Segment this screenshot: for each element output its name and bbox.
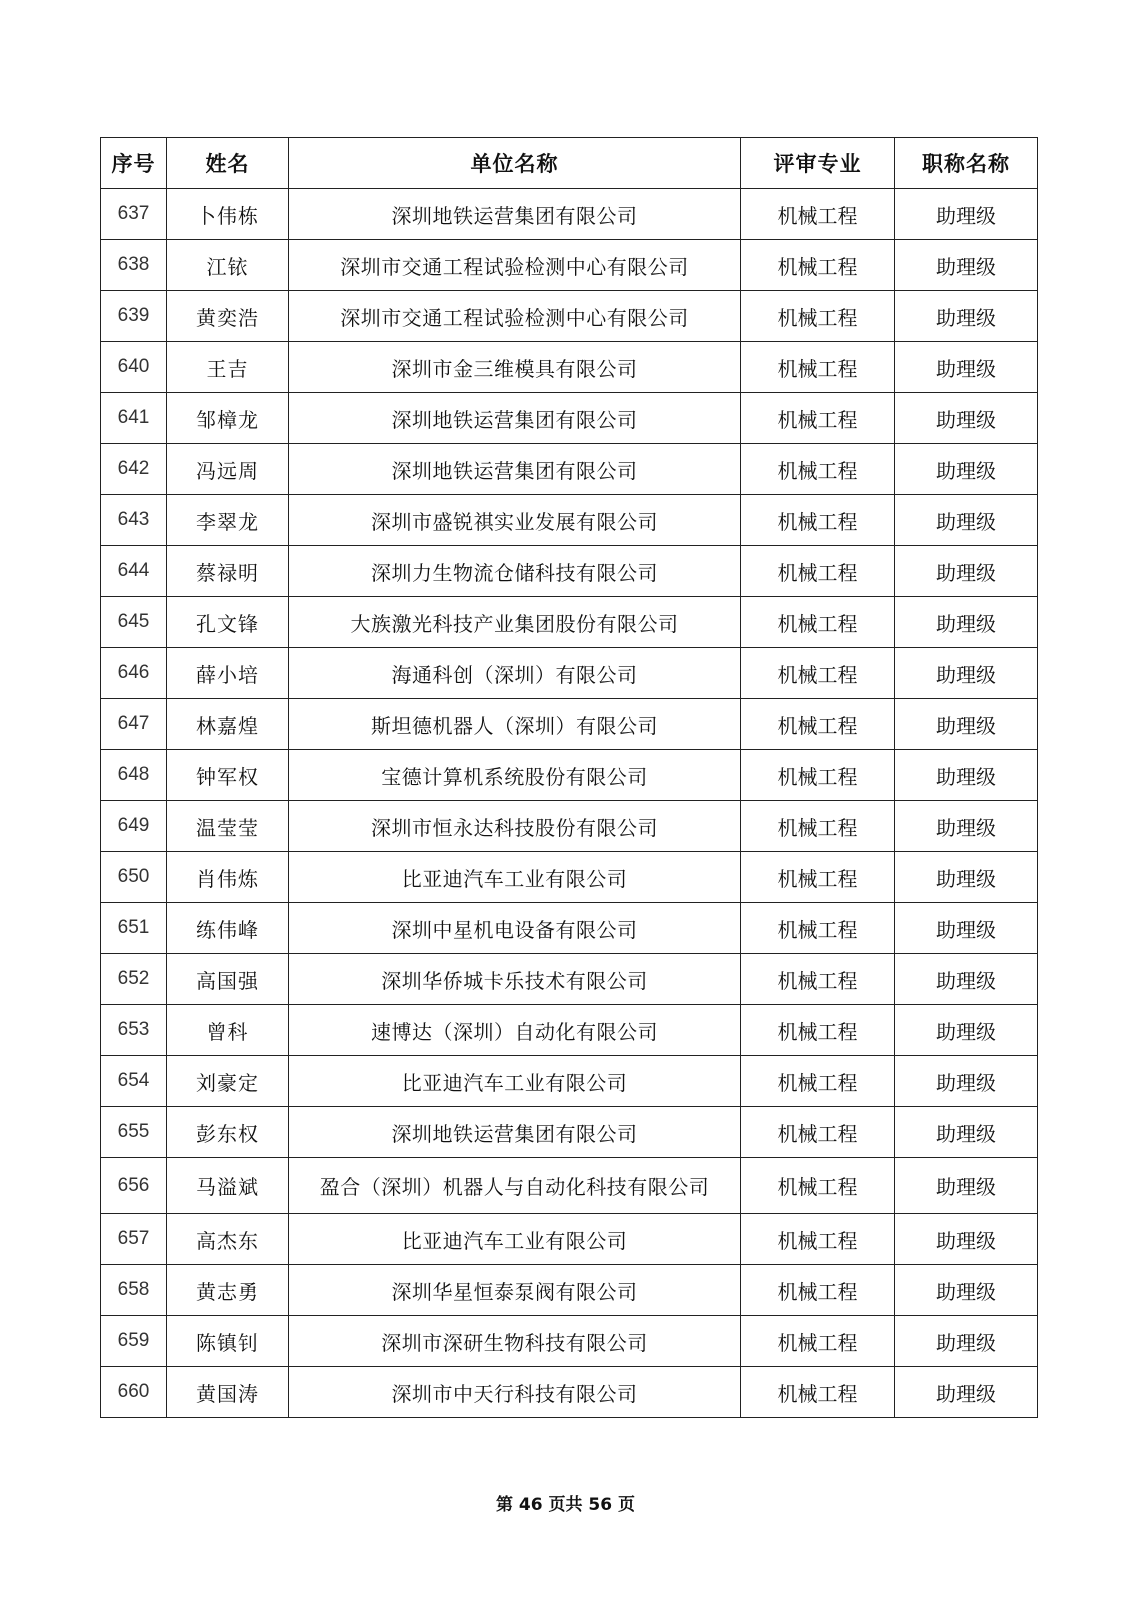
cell-unit: 比亚迪汽车工业有限公司: [289, 1214, 741, 1265]
cell-name: 温莹莹: [167, 801, 289, 852]
cell-no: 642: [101, 444, 167, 495]
cell-specialty: 机械工程: [741, 342, 895, 393]
cell-no: 639: [101, 291, 167, 342]
cell-unit: 比亚迪汽车工业有限公司: [289, 852, 741, 903]
cell-specialty: 机械工程: [741, 597, 895, 648]
cell-name: 孔文锋: [167, 597, 289, 648]
cell-unit: 深圳华侨城卡乐技术有限公司: [289, 954, 741, 1005]
cell-unit: 深圳市恒永达科技股份有限公司: [289, 801, 741, 852]
cell-title: 助理级: [895, 546, 1038, 597]
cell-specialty: 机械工程: [741, 903, 895, 954]
cell-no: 653: [101, 1005, 167, 1056]
table-row: [101, 1005, 1038, 1056]
table-row: [101, 801, 1038, 852]
cell-specialty: 机械工程: [741, 1367, 895, 1418]
table-body: [101, 189, 1038, 1418]
table-row: [101, 1107, 1038, 1158]
cell-unit: 速博达（深圳）自动化有限公司: [289, 1005, 741, 1056]
cell-specialty: 机械工程: [741, 291, 895, 342]
cell-title: 助理级: [895, 393, 1038, 444]
cell-title: 助理级: [895, 852, 1038, 903]
cell-no: 647: [101, 699, 167, 750]
cell-title: 助理级: [895, 240, 1038, 291]
cell-unit: 深圳地铁运营集团有限公司: [289, 393, 741, 444]
header-no: 序号: [101, 138, 167, 189]
table-row: [101, 1056, 1038, 1107]
cell-no: 649: [101, 801, 167, 852]
cell-no: 655: [101, 1107, 167, 1158]
cell-no: 658: [101, 1265, 167, 1316]
header-title: 职称名称: [895, 138, 1038, 189]
cell-no: 650: [101, 852, 167, 903]
cell-title: 助理级: [895, 1107, 1038, 1158]
cell-specialty: 机械工程: [741, 240, 895, 291]
table-row: [101, 1367, 1038, 1418]
cell-specialty: 机械工程: [741, 1005, 895, 1056]
cell-unit: 深圳市金三维模具有限公司: [289, 342, 741, 393]
cell-unit: 深圳中星机电设备有限公司: [289, 903, 741, 954]
cell-unit: 深圳市中天行科技有限公司: [289, 1367, 741, 1418]
cell-specialty: 机械工程: [741, 699, 895, 750]
cell-name: 高杰东: [167, 1214, 289, 1265]
cell-title: 助理级: [895, 750, 1038, 801]
cell-specialty: 机械工程: [741, 1056, 895, 1107]
cell-title: 助理级: [895, 1316, 1038, 1367]
table-row: [101, 1158, 1038, 1214]
cell-name: 卜伟栋: [167, 189, 289, 240]
table-row: [101, 1214, 1038, 1265]
cell-specialty: 机械工程: [741, 648, 895, 699]
cell-unit: 深圳市交通工程试验检测中心有限公司: [289, 240, 741, 291]
cell-specialty: 机械工程: [741, 750, 895, 801]
table-row: [101, 189, 1038, 240]
cell-name: 李翠龙: [167, 495, 289, 546]
cell-title: 助理级: [895, 1367, 1038, 1418]
cell-name: 蔡禄明: [167, 546, 289, 597]
header-unit: 单位名称: [289, 138, 741, 189]
cell-unit: 大族激光科技产业集团股份有限公司: [289, 597, 741, 648]
personnel-table: [100, 137, 1038, 1418]
cell-title: 助理级: [895, 699, 1038, 750]
cell-unit: 深圳力生物流仓储科技有限公司: [289, 546, 741, 597]
cell-title: 助理级: [895, 342, 1038, 393]
cell-no: 643: [101, 495, 167, 546]
cell-unit: 斯坦德机器人（深圳）有限公司: [289, 699, 741, 750]
cell-no: 641: [101, 393, 167, 444]
cell-specialty: 机械工程: [741, 1107, 895, 1158]
cell-specialty: 机械工程: [741, 1316, 895, 1367]
cell-no: 656: [101, 1158, 167, 1214]
cell-unit: 深圳地铁运营集团有限公司: [289, 189, 741, 240]
cell-unit: 深圳市交通工程试验检测中心有限公司: [289, 291, 741, 342]
header-name: 姓名: [167, 138, 289, 189]
cell-name: 王吉: [167, 342, 289, 393]
cell-name: 林嘉煌: [167, 699, 289, 750]
cell-title: 助理级: [895, 1056, 1038, 1107]
cell-no: 652: [101, 954, 167, 1005]
cell-no: 638: [101, 240, 167, 291]
cell-title: 助理级: [895, 648, 1038, 699]
cell-specialty: 机械工程: [741, 1158, 895, 1214]
cell-name: 黄国涛: [167, 1367, 289, 1418]
cell-name: 肖伟炼: [167, 852, 289, 903]
cell-no: 645: [101, 597, 167, 648]
cell-specialty: 机械工程: [741, 852, 895, 903]
cell-name: 陈镇钊: [167, 1316, 289, 1367]
cell-title: 助理级: [895, 1158, 1038, 1214]
table-row: [101, 495, 1038, 546]
cell-name: 黄奕浩: [167, 291, 289, 342]
table-row: [101, 852, 1038, 903]
cell-name: 江铱: [167, 240, 289, 291]
cell-title: 助理级: [895, 1214, 1038, 1265]
cell-title: 助理级: [895, 801, 1038, 852]
cell-title: 助理级: [895, 189, 1038, 240]
table-row: [101, 597, 1038, 648]
cell-name: 练伟峰: [167, 903, 289, 954]
cell-title: 助理级: [895, 1005, 1038, 1056]
cell-no: 646: [101, 648, 167, 699]
cell-title: 助理级: [895, 1265, 1038, 1316]
header-specialty: 评审专业: [741, 138, 895, 189]
cell-no: 648: [101, 750, 167, 801]
cell-unit: 深圳地铁运营集团有限公司: [289, 444, 741, 495]
cell-name: 钟军权: [167, 750, 289, 801]
cell-no: 637: [101, 189, 167, 240]
cell-specialty: 机械工程: [741, 189, 895, 240]
cell-unit: 深圳市盛锐祺实业发展有限公司: [289, 495, 741, 546]
cell-unit: 深圳市深研生物科技有限公司: [289, 1316, 741, 1367]
cell-no: 640: [101, 342, 167, 393]
cell-title: 助理级: [895, 954, 1038, 1005]
cell-unit: 海通科创（深圳）有限公司: [289, 648, 741, 699]
cell-specialty: 机械工程: [741, 1265, 895, 1316]
cell-no: 644: [101, 546, 167, 597]
table-row: [101, 546, 1038, 597]
cell-title: 助理级: [895, 597, 1038, 648]
cell-specialty: 机械工程: [741, 1214, 895, 1265]
cell-specialty: 机械工程: [741, 546, 895, 597]
page-number: 第 46 页共 56 页: [496, 1495, 635, 1515]
table-row: [101, 240, 1038, 291]
table-row: [101, 750, 1038, 801]
cell-title: 助理级: [895, 444, 1038, 495]
cell-no: 651: [101, 903, 167, 954]
cell-title: 助理级: [895, 903, 1038, 954]
table-row: [101, 954, 1038, 1005]
cell-specialty: 机械工程: [741, 444, 895, 495]
cell-unit: 宝德计算机系统股份有限公司: [289, 750, 741, 801]
cell-specialty: 机械工程: [741, 393, 895, 444]
table-row: [101, 393, 1038, 444]
cell-name: 彭东权: [167, 1107, 289, 1158]
cell-unit: 比亚迪汽车工业有限公司: [289, 1056, 741, 1107]
table-row: [101, 648, 1038, 699]
table-row: [101, 291, 1038, 342]
cell-no: 654: [101, 1056, 167, 1107]
table-row: [101, 699, 1038, 750]
cell-unit: 深圳地铁运营集团有限公司: [289, 1107, 741, 1158]
cell-name: 薛小培: [167, 648, 289, 699]
cell-name: 曾科: [167, 1005, 289, 1056]
cell-no: 660: [101, 1367, 167, 1418]
table-row: [101, 1316, 1038, 1367]
cell-name: 冯远周: [167, 444, 289, 495]
cell-name: 高国强: [167, 954, 289, 1005]
cell-title: 助理级: [895, 495, 1038, 546]
cell-no: 659: [101, 1316, 167, 1367]
cell-title: 助理级: [895, 291, 1038, 342]
cell-name: 马溢斌: [167, 1158, 289, 1214]
cell-specialty: 机械工程: [741, 801, 895, 852]
cell-name: 邹樟龙: [167, 393, 289, 444]
cell-name: 黄志勇: [167, 1265, 289, 1316]
table-header-row: [101, 138, 1038, 189]
cell-name: 刘豪定: [167, 1056, 289, 1107]
table-row: [101, 903, 1038, 954]
table-row: [101, 342, 1038, 393]
cell-unit: 盈合（深圳）机器人与自动化科技有限公司: [289, 1158, 741, 1214]
cell-unit: 深圳华星恒泰泵阀有限公司: [289, 1265, 741, 1316]
table-row: [101, 1265, 1038, 1316]
cell-no: 657: [101, 1214, 167, 1265]
table-row: [101, 444, 1038, 495]
cell-specialty: 机械工程: [741, 495, 895, 546]
cell-specialty: 机械工程: [741, 954, 895, 1005]
